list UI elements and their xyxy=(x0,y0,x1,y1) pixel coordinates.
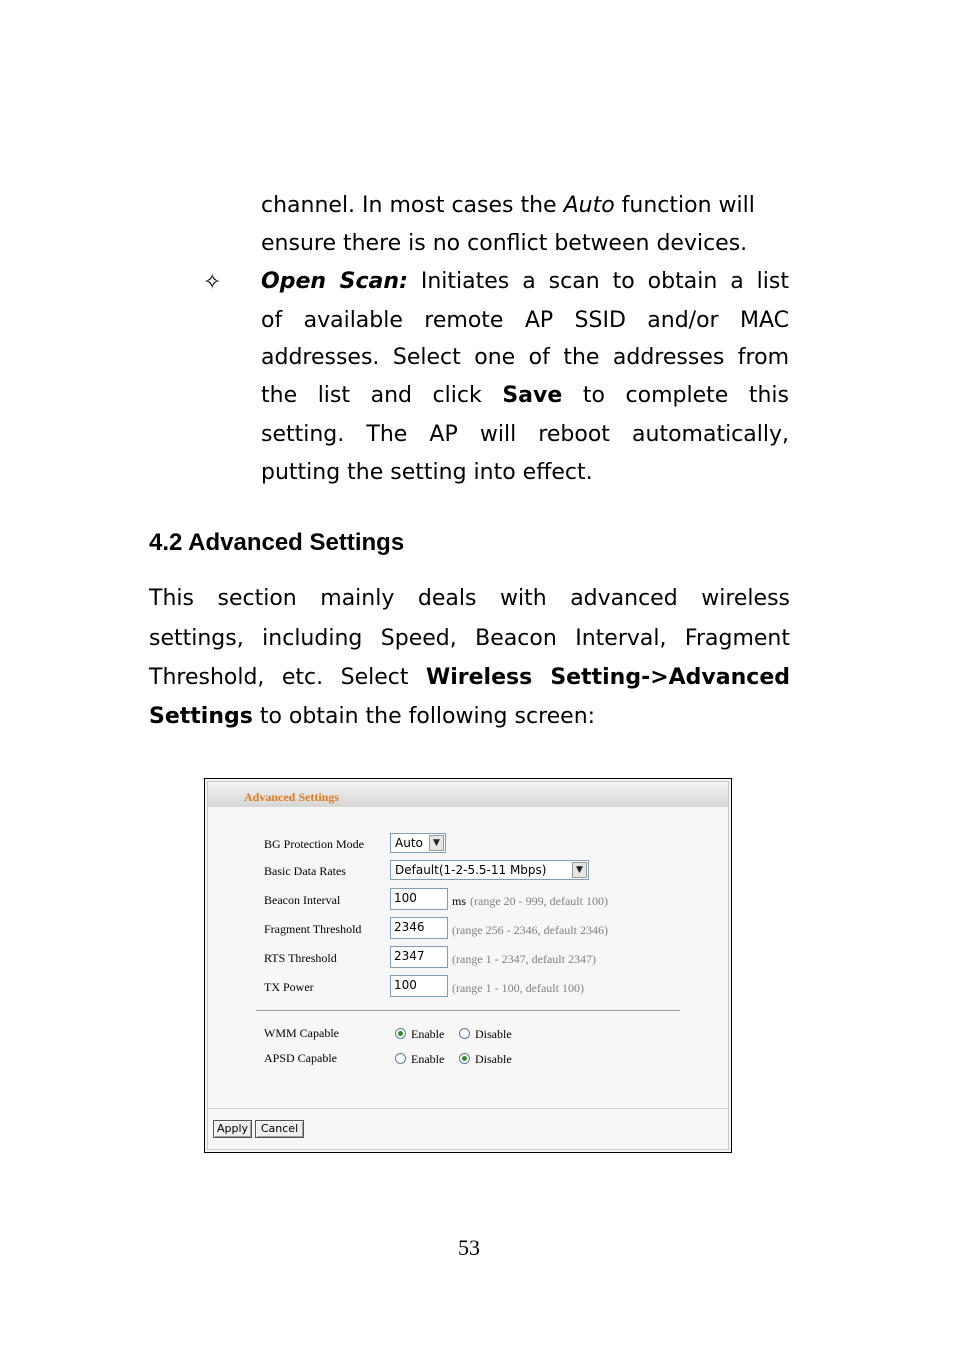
section-line-2: settings, including Speed, Beacon Interval, Fragment xyxy=(149,626,790,651)
apsd-label: APSD Capable xyxy=(264,1051,337,1065)
basic-rates-value: Default(1-2-5.5-11 Mbps) xyxy=(395,863,547,877)
beacon-hint: (range 20 - 999, default 100) xyxy=(470,894,608,908)
tx-power-label: TX Power xyxy=(264,980,314,994)
rts-label: RTS Threshold xyxy=(264,951,337,965)
fragment-label: Fragment Threshold xyxy=(264,922,362,936)
intro-line-2: ensure there is no conflict between devices. xyxy=(261,231,748,256)
section-line-3: Threshold, etc. Select Wireless Setting->Advanced xyxy=(149,665,790,690)
wmm-enable-label: Enable xyxy=(411,1027,445,1041)
page-number: 53 xyxy=(458,1235,480,1260)
tx-power-hint: (range 1 - 100, default 100) xyxy=(452,981,584,995)
bullet-line-4: the list and click Save to complete this xyxy=(261,383,790,408)
section-heading: 4.2 Advanced Settings xyxy=(149,529,405,556)
apsd-disable-radio[interactable] xyxy=(459,1053,470,1064)
beacon-label: Beacon Interval xyxy=(264,893,341,907)
tx-power-input[interactable]: 100 xyxy=(390,975,448,997)
rts-input[interactable]: 2347 xyxy=(390,946,448,968)
basic-rates-label: Basic Data Rates xyxy=(264,864,346,878)
bullet-line-5: setting. The AP will reboot automatically, xyxy=(261,422,789,447)
bullet-star-icon: ✧ xyxy=(203,270,222,295)
beacon-unit: ms xyxy=(452,894,467,908)
bg-protection-label: BG Protection Mode xyxy=(264,837,364,851)
wmm-disable-label: Disable xyxy=(475,1027,512,1041)
fragment-input[interactable]: 2346 xyxy=(390,917,448,939)
footer-divider xyxy=(208,1108,728,1109)
settings-panel xyxy=(207,781,729,1150)
apply-button[interactable]: Apply xyxy=(213,1120,252,1138)
bg-protection-select[interactable] xyxy=(390,833,446,853)
wmm-enable-radio[interactable] xyxy=(395,1028,406,1039)
section-line-4: Settings to obtain the following screen: xyxy=(149,704,596,729)
wmm-disable-radio[interactable] xyxy=(459,1028,470,1039)
rts-hint: (range 1 - 2347, default 2347) xyxy=(452,952,596,966)
bullet-line-1: Open Scan: Initiates a scan to obtain a list xyxy=(261,269,789,294)
panel-title-bar xyxy=(208,782,728,807)
basic-rates-select[interactable] xyxy=(390,860,589,880)
chevron-down-icon: ▼ xyxy=(429,835,444,851)
bullet-line-2: of available remote AP SSID and/or MAC xyxy=(261,308,789,333)
apsd-enable-label: Enable xyxy=(411,1052,445,1066)
bullet-line-6: putting the setting into effect. xyxy=(261,460,593,485)
bullet-line-3: addresses. Select one of the addresses from xyxy=(261,345,789,370)
panel-title: Advanced Settings xyxy=(244,790,340,804)
chevron-down-icon: ▼ xyxy=(572,862,587,878)
cancel-button[interactable]: Cancel xyxy=(255,1120,304,1138)
divider xyxy=(256,1010,680,1012)
apsd-disable-label: Disable xyxy=(475,1052,512,1066)
apsd-enable-radio[interactable] xyxy=(395,1053,406,1064)
beacon-input[interactable]: 100 xyxy=(390,888,448,910)
wmm-label: WMM Capable xyxy=(264,1026,339,1040)
advanced-settings-screenshot xyxy=(204,778,732,1153)
fragment-hint: (range 256 - 2346, default 2346) xyxy=(452,923,608,937)
intro-line-1: channel. In most cases the Auto function will xyxy=(261,193,755,218)
bg-protection-value: Auto xyxy=(395,836,423,850)
section-line-1: This section mainly deals with advanced wireless xyxy=(149,586,790,611)
